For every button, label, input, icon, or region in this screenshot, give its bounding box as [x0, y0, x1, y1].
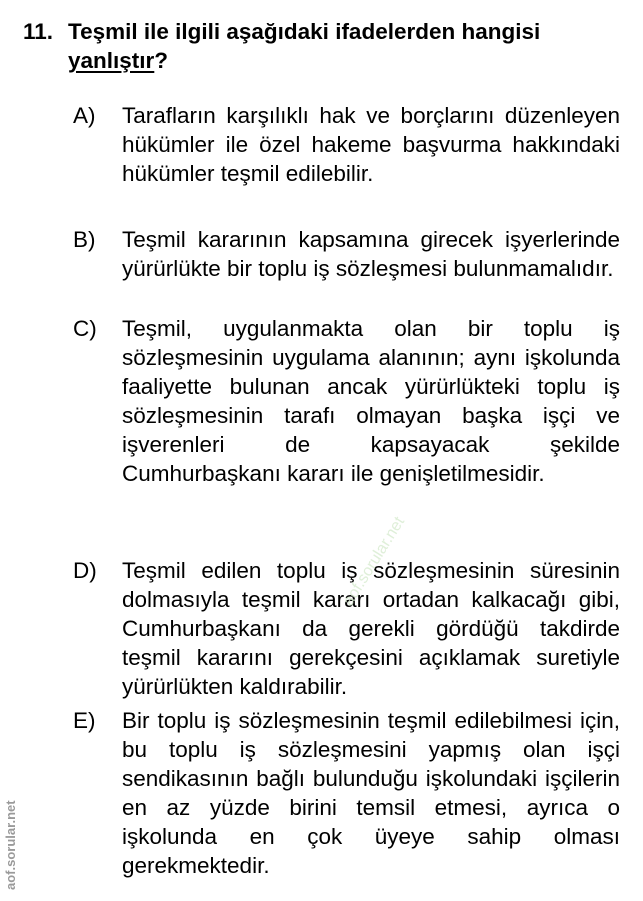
option-letter: B) [73, 227, 96, 252]
question-text-suffix: ? [154, 48, 169, 73]
question-text-prefix: Teşmil ile ilgili aşağıdaki ifadelerden hangisi [68, 19, 541, 44]
question-text [68, 17, 623, 75]
option-text: Bir toplu iş sözleşmesinin teşmil edilebilmesi için, bu toplu iş sözleşmesini yapmış olan işçi sendikasının bağlı bulunduğu işkolundaki işçilerin en az yüzde birini temsil etmesi, ayrıca o işkolunda en çok üyeye sahip olması gerekmektedir. [122, 708, 620, 878]
option-text: Teşmil, uygulanmakta olan bir toplu iş sözleşmesinin uygulama alanının; aynı işkolunda faaliyette bulunan ancak yürürlükteki toplu iş sözleşmesinin tarafı olmayan başka işçi ve işverenleri de kapsayacak şekilde Cumhurbaşkanı kararı ile genişletilmesidir. [122, 316, 620, 486]
option-letter: A) [73, 103, 96, 128]
option-letter: E) [73, 708, 96, 733]
option-text: Teşmil edilen toplu iş sözleşmesinin süresinin dolmasıyla teşmil kararı ortadan kalkacağı gibi, Cumhurbaşkanı da gerekli gördüğü takdirde teşmil kararını gerekçesini açıklamak suretiyle yürürlükten kaldırabilir. [122, 558, 620, 699]
option-text: Tarafların karşılıklı hak ve borçlarını düzenleyen hükümler ile özel hakeme başvurma hakkındaki hükümler teşmil edilebilir. [122, 103, 620, 186]
question-number: 11. [23, 19, 54, 44]
watermark-side: aof.sorular.net [3, 800, 18, 890]
option-letter: D) [73, 558, 97, 583]
option-letter: C) [73, 316, 97, 341]
option-text: Teşmil kararının kapsamına girecek işyerlerinde yürürlükte bir toplu iş sözleşmesi bulunmamalıdır. [122, 227, 620, 281]
question-emphasis-underlined: yanlıştır [68, 48, 155, 73]
watermark-diagonal: aof.sorular.net [340, 514, 409, 610]
